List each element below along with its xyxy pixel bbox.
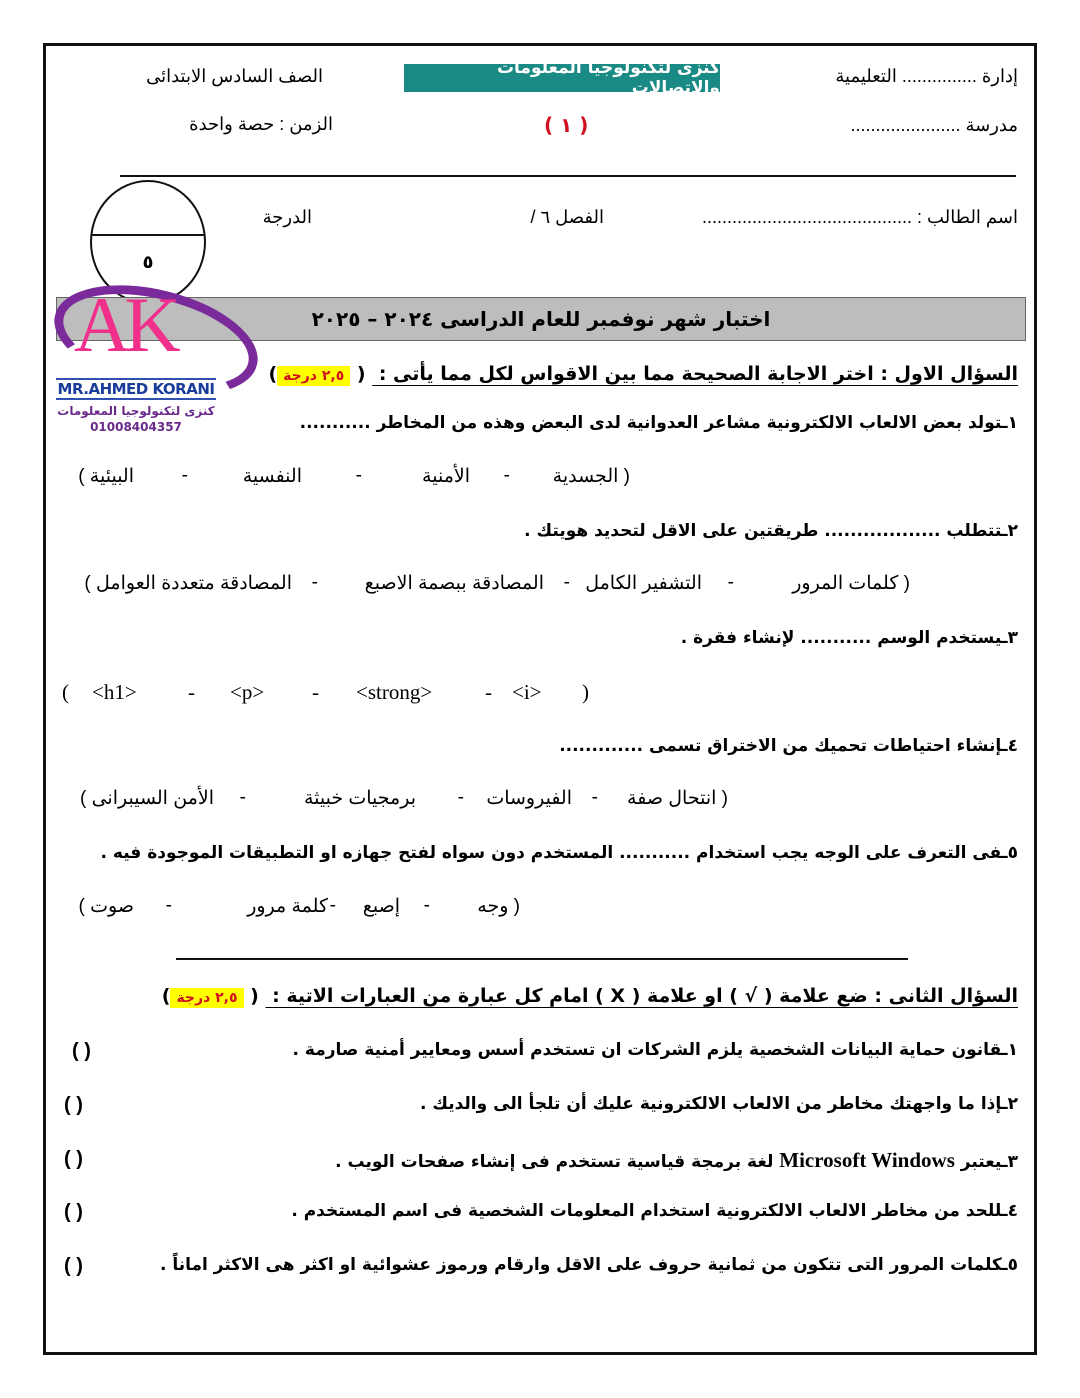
option-label: التشفير الكامل (585, 573, 702, 594)
class-field: الفصل ٦ / (530, 207, 604, 227)
q1-item3-option-p[interactable]: <p> (230, 680, 265, 704)
q1-item4-option-c[interactable] (304, 787, 416, 810)
q1-sep: - (181, 465, 188, 486)
q2-item1-text: ١ـقانون حماية البيانات الشخصية يلزم الشركات ان تستخدم أسس ومعايير أمنية صارمة . (292, 1040, 1018, 1060)
option-label: ( وجه (477, 896, 520, 917)
q1-sep: - (423, 895, 430, 916)
q1-item1-stem: ١ـتولد بعض الالعاب الالكترونية مشاعر العدوانية لدى البعض وهذه من المخاطر ........... (299, 413, 1018, 433)
q1-item2-option-d[interactable] (84, 572, 292, 595)
q1-item2-option-c[interactable] (365, 572, 544, 595)
option-label: برمجيات خبيثة (303, 788, 416, 809)
q1-sep: - (329, 895, 336, 916)
q1-sep: - (239, 787, 246, 808)
q1-item4-option-d[interactable] (80, 787, 214, 810)
option-label: ( كلمات المرور (792, 573, 910, 594)
q2-item5-answer-box[interactable]: ( ) (64, 1255, 83, 1277)
q1-sep: - (355, 465, 362, 486)
question1-heading-text: السؤال الاول : اختر الاجابة الصحيحة مما بين الاقواس لكل مما يأتى : (378, 363, 1018, 385)
q2-item3-text: لغة برمجة قياسية تستخدم فى إنشاء صفحات الويب . (335, 1152, 774, 1172)
logo-letters: AK (74, 281, 175, 368)
q2-item2-answer-box[interactable]: ( ) (64, 1094, 83, 1116)
option-label: البيئية ) (78, 466, 134, 487)
q1-sep: - (312, 680, 319, 704)
q1-sep: - (563, 572, 570, 593)
option-label: المصادقة متعددة العوامل ) (84, 573, 292, 594)
q1-item3-option-i[interactable]: <i> (512, 680, 542, 704)
q1-sep: - (457, 787, 464, 808)
q1-item1-option-c[interactable] (243, 465, 302, 488)
question1-marks-badge: ٢,٥ درجة (277, 366, 350, 386)
option-label: الأمنية (422, 466, 470, 487)
q1-item4-option-b[interactable] (486, 787, 572, 810)
logo-phone: 01008404357 (90, 420, 182, 434)
q1-item2-option-a[interactable] (792, 572, 910, 595)
q1-sep: - (485, 680, 492, 704)
q1-item5-option-d[interactable] (79, 895, 134, 918)
q2-item1-answer-box[interactable]: ( ) (72, 1040, 91, 1062)
option-label: الفيروسات (486, 788, 572, 809)
q1-item5-stem: ٥ـفى التعرف على الوجه يجب استخدام ........... المستخدم دون سواه لفتح جهازه او التطبيقات الموجودة فيه . (100, 843, 1018, 863)
option-label: ( الجسدية (552, 466, 630, 487)
score-divider (92, 234, 204, 236)
grade-label: الدرجة (262, 207, 312, 227)
school-field: مدرسة ...................... (850, 115, 1018, 135)
max-score: ٥ (142, 252, 154, 273)
q1-item3-option-h1[interactable]: <h1> (92, 680, 137, 704)
q1-item5-option-a[interactable] (477, 895, 520, 918)
logo-name: MR.AHMED KORANI (57, 380, 215, 398)
header-divider (120, 175, 1016, 177)
brand-banner: كنزى لتكنولوجيا المعلومات والاتصالات (404, 64, 720, 92)
exam-number: ( ١ ) (544, 113, 589, 137)
section-divider (176, 958, 908, 960)
option-label: صوت ) (78, 896, 134, 917)
exam-title: اختبار شهر نوفمبر للعام الدراسى ٢٠٢٤ – ٢٠٢٥ (56, 297, 1026, 341)
option-label: الأمن السيبرانى ) (79, 788, 214, 809)
q1-sep: - (591, 787, 598, 808)
q1-item3-option-strong[interactable]: <strong> (356, 680, 433, 704)
question2-heading: السؤال الثانى : ضع علامة ( √ ) او علامة ( X ) امام كل عبارة من العبارات الاتية : ( ٢,٥ درجة) (161, 985, 1018, 1007)
q1-sep: - (311, 572, 318, 593)
q2-item3-prefix: ٣ـيعتبر (960, 1152, 1018, 1172)
q1-item2-stem: ٢ـتتطلب .................. طريقتين على الاقل لتحديد هويتك . (524, 521, 1018, 541)
q2-item3-latin: Microsoft Windows (779, 1148, 955, 1172)
question2-marks-badge: ٢,٥ درجة (170, 988, 243, 1008)
option-label: ( انتحال صفة (627, 788, 728, 809)
option-label: كلمة مرور (247, 896, 328, 917)
q1-item1-option-b[interactable] (422, 465, 470, 488)
question1-heading: السؤال الاول : اختر الاجابة الصحيحة مما بين الاقواس لكل مما يأتى : ( ٢,٥ درجة) (268, 363, 1018, 385)
q2-item2-text: ٢ـإذا ما واجهتك مخاطر من الالعاب الالكترونية عليك أن تلجأ الى والديك . (420, 1094, 1018, 1114)
q1-item1-option-a[interactable] (553, 465, 630, 488)
q1-item4-option-a[interactable] (627, 787, 728, 810)
option-label: النفسية (242, 466, 302, 487)
q1-item3-paren-open: ( (62, 680, 69, 704)
student-name-field: اسم الطالب : .......................................... (701, 207, 1018, 227)
q1-item2-option-b[interactable] (585, 572, 702, 595)
exam-duration: الزمن : حصة واحدة (189, 114, 333, 134)
q1-item3-paren-close: ) (582, 680, 589, 704)
option-label: إصبع (362, 896, 400, 917)
teacher-logo (50, 282, 250, 442)
q2-item5-text: ٥ـكلمات المرور التى تتكون من ثمانية حروف على الاقل وارقام ورموز عشوائية او اكثر هى الاكثر اماناً . (159, 1255, 1018, 1275)
q1-sep: - (188, 680, 195, 704)
q1-item4-stem: ٤ـإنشاء احتياطات تحميك من الاختراق تسمى ............. (559, 736, 1018, 756)
q1-item1-option-d[interactable] (78, 465, 134, 488)
logo-subtitle: كنزى لتكنولوجيا المعلومات (57, 404, 215, 418)
q1-sep: - (165, 895, 172, 916)
option-label: المصادقة ببصمة الاصبع (364, 573, 544, 594)
q2-item4-text: ٤ـللحد من مخاطر الالعاب الالكترونية استخدام المعلومات الشخصية فى اسم المستخدم . (291, 1201, 1018, 1221)
q2-item4-answer-box[interactable]: ( ) (64, 1201, 83, 1223)
q1-sep: - (503, 465, 510, 486)
question2-heading-text: السؤال الثانى : ضع علامة ( √ ) او علامة ( X ) امام كل عبارة من العبارات الاتية : (272, 985, 1018, 1007)
q2-item3-row (335, 1148, 1018, 1173)
q2-item3-answer-box[interactable]: ( ) (64, 1148, 83, 1170)
grade-level: الصف السادس الابتدائى (146, 66, 323, 86)
q1-sep: - (727, 572, 734, 593)
q1-item3-stem: ٣ـيستخدم الوسم ........... لإنشاء فقرة . (680, 628, 1018, 648)
q1-item5-option-c[interactable] (247, 895, 328, 918)
q1-item5-option-b[interactable] (363, 895, 400, 918)
directorate-field: إدارة ............... التعليمية (835, 66, 1018, 86)
